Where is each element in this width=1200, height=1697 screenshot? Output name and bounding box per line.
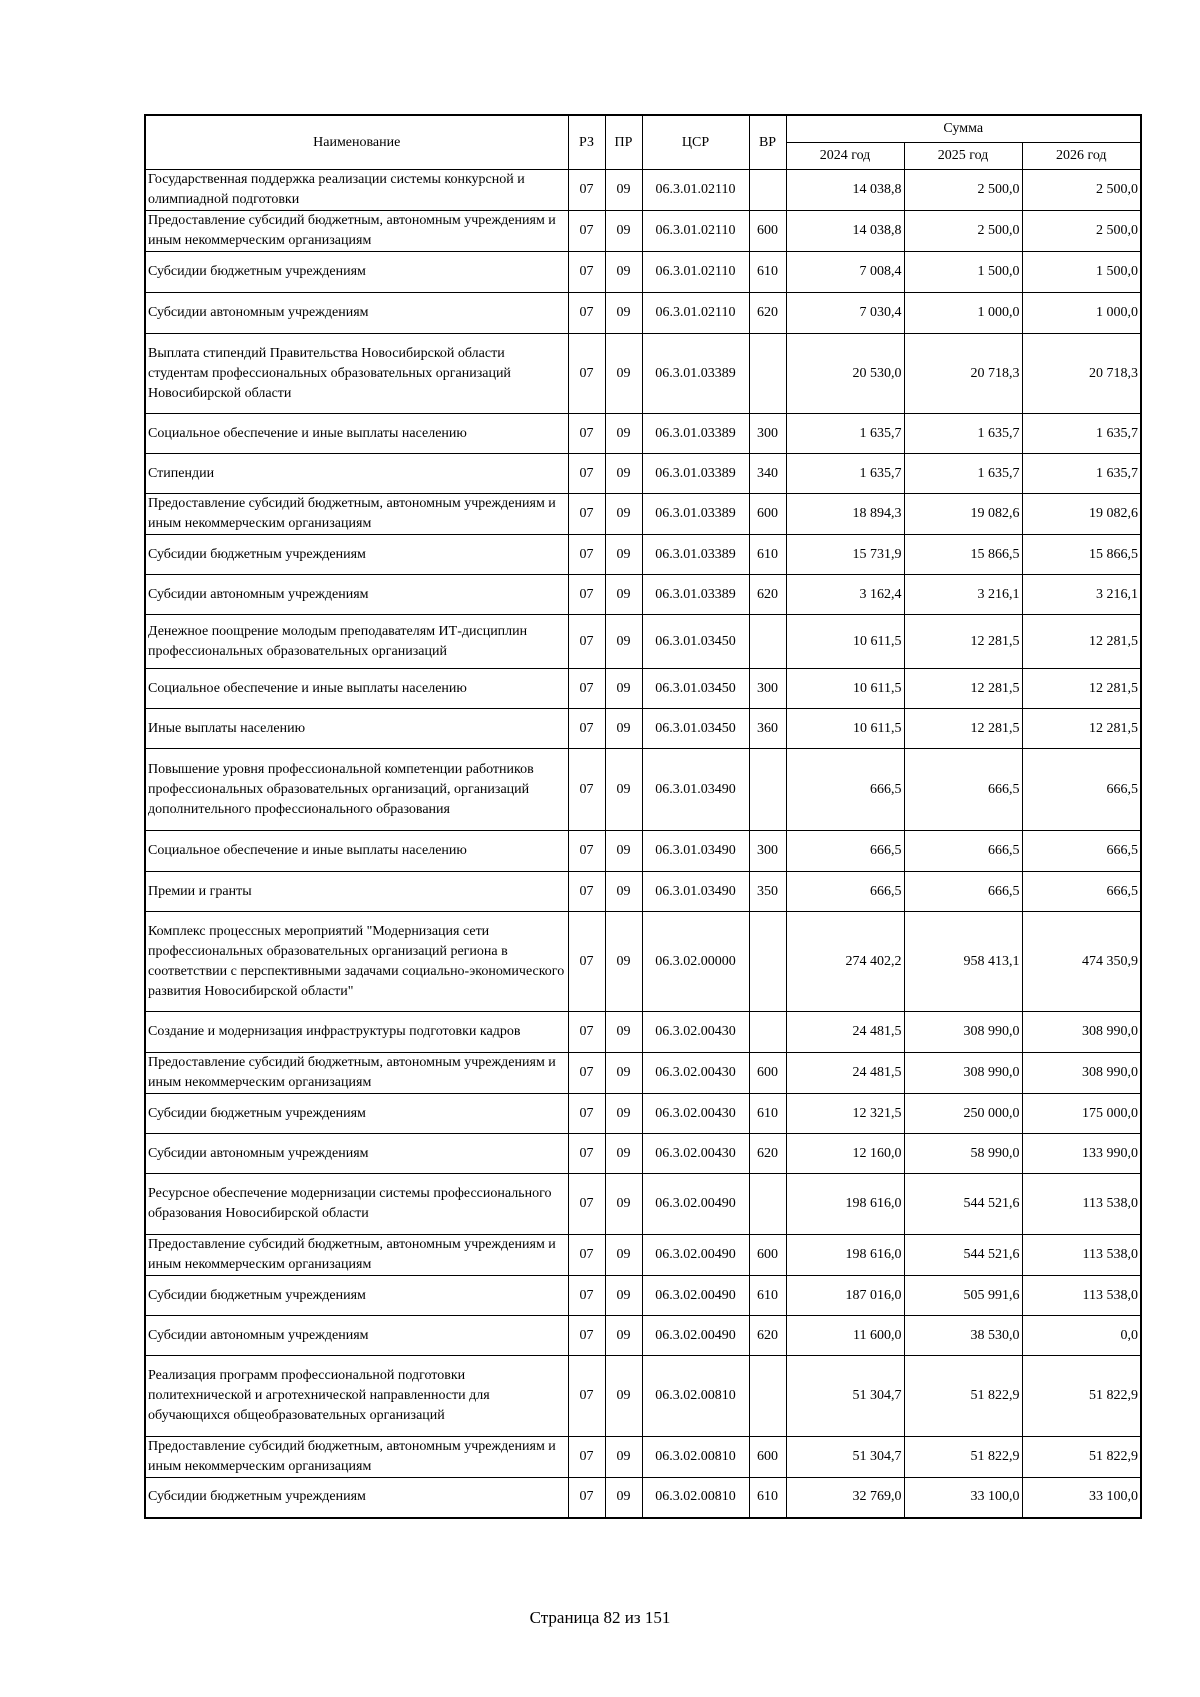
cell-csr: 06.3.01.03389 <box>642 535 749 575</box>
cell-csr: 06.3.02.00430 <box>642 1134 749 1174</box>
cell-2026: 133 990,0 <box>1022 1134 1141 1174</box>
cell-rz: 07 <box>568 1012 605 1053</box>
cell-name: Социальное обеспечение и иные выплаты населению <box>145 414 568 454</box>
cell-2024: 12 321,5 <box>786 1094 904 1134</box>
cell-2024: 3 162,4 <box>786 575 904 615</box>
cell-2025: 666,5 <box>904 749 1022 831</box>
cell-name: Социальное обеспечение и иные выплаты населению <box>145 669 568 709</box>
table-row <box>145 334 1141 414</box>
cell-2024: 666,5 <box>786 872 904 912</box>
cell-pr: 09 <box>605 454 642 494</box>
cell-pr: 09 <box>605 912 642 1012</box>
cell-csr: 06.3.01.03389 <box>642 414 749 454</box>
cell-vr: 300 <box>749 414 786 454</box>
cell-vr: 610 <box>749 1094 786 1134</box>
cell-vr: 350 <box>749 872 786 912</box>
cell-2024: 14 038,8 <box>786 211 904 252</box>
cell-2024: 15 731,9 <box>786 535 904 575</box>
cell-name: Предоставление субсидий бюджетным, автономным учреждениям и иным некоммерческим организациям <box>145 1053 568 1094</box>
cell-pr: 09 <box>605 170 642 211</box>
cell-name: Денежное поощрение молодым преподавателям ИТ-дисциплин профессиональных образовательных организаций <box>145 615 568 669</box>
cell-pr: 09 <box>605 1356 642 1437</box>
table-row <box>145 211 1141 252</box>
header-name: Наименование <box>145 115 568 170</box>
header-rz: РЗ <box>568 115 605 170</box>
cell-2025: 12 281,5 <box>904 669 1022 709</box>
cell-2025: 1 635,7 <box>904 454 1022 494</box>
cell-2026: 2 500,0 <box>1022 211 1141 252</box>
cell-2025: 15 866,5 <box>904 535 1022 575</box>
cell-pr: 09 <box>605 252 642 293</box>
cell-name: Субсидии автономным учреждениям <box>145 1134 568 1174</box>
cell-2025: 38 530,0 <box>904 1316 1022 1356</box>
cell-vr <box>749 1356 786 1437</box>
cell-csr: 06.3.01.03490 <box>642 831 749 872</box>
cell-name: Субсидии бюджетным учреждениям <box>145 1094 568 1134</box>
cell-2024: 20 530,0 <box>786 334 904 414</box>
cell-2024: 32 769,0 <box>786 1478 904 1518</box>
cell-2026: 2 500,0 <box>1022 170 1141 211</box>
cell-name: Предоставление субсидий бюджетным, автономным учреждениям и иным некоммерческим организациям <box>145 211 568 252</box>
cell-vr <box>749 615 786 669</box>
cell-2026: 19 082,6 <box>1022 494 1141 535</box>
table-row <box>145 1174 1141 1235</box>
cell-csr: 06.3.02.00490 <box>642 1316 749 1356</box>
table-row <box>145 831 1141 872</box>
cell-rz: 07 <box>568 1437 605 1478</box>
cell-rz: 07 <box>568 293 605 334</box>
cell-csr: 06.3.02.00430 <box>642 1012 749 1053</box>
cell-rz: 07 <box>568 535 605 575</box>
cell-2025: 19 082,6 <box>904 494 1022 535</box>
cell-pr: 09 <box>605 1094 642 1134</box>
cell-vr: 600 <box>749 211 786 252</box>
cell-2025: 1 635,7 <box>904 414 1022 454</box>
cell-name: Субсидии автономным учреждениям <box>145 575 568 615</box>
cell-pr: 09 <box>605 334 642 414</box>
cell-name: Комплекс процессных мероприятий "Модернизация сети профессиональных образовательных организаций региона в соответствии с перспективными задачами социально-экономического развития Новосибирской области" <box>145 912 568 1012</box>
cell-2026: 113 538,0 <box>1022 1174 1141 1235</box>
cell-vr <box>749 334 786 414</box>
cell-name: Повышение уровня профессиональной компетенции работников профессиональных образовательных организаций, организаций дополнительного профессионального образования <box>145 749 568 831</box>
cell-name: Предоставление субсидий бюджетным, автономным учреждениям и иным некоммерческим организациям <box>145 1235 568 1276</box>
header-sum: Сумма <box>786 115 1141 143</box>
cell-csr: 06.3.01.03490 <box>642 872 749 912</box>
header-year-2026: 2026 год <box>1022 143 1141 170</box>
table-row <box>145 1356 1141 1437</box>
cell-2026: 20 718,3 <box>1022 334 1141 414</box>
cell-2025: 12 281,5 <box>904 709 1022 749</box>
cell-pr: 09 <box>605 1276 642 1316</box>
cell-rz: 07 <box>568 334 605 414</box>
cell-vr <box>749 912 786 1012</box>
cell-pr: 09 <box>605 1316 642 1356</box>
cell-2024: 1 635,7 <box>786 454 904 494</box>
cell-2025: 308 990,0 <box>904 1053 1022 1094</box>
cell-2025: 958 413,1 <box>904 912 1022 1012</box>
table-row <box>145 575 1141 615</box>
cell-pr: 09 <box>605 1053 642 1094</box>
cell-2025: 58 990,0 <box>904 1134 1022 1174</box>
cell-vr <box>749 170 786 211</box>
cell-name: Субсидии бюджетным учреждениям <box>145 1478 568 1518</box>
table-row <box>145 709 1141 749</box>
cell-2024: 51 304,7 <box>786 1437 904 1478</box>
table-row <box>145 1053 1141 1094</box>
cell-2024: 666,5 <box>786 749 904 831</box>
cell-rz: 07 <box>568 1356 605 1437</box>
cell-2024: 274 402,2 <box>786 912 904 1012</box>
cell-name: Социальное обеспечение и иные выплаты населению <box>145 831 568 872</box>
cell-rz: 07 <box>568 709 605 749</box>
cell-pr: 09 <box>605 535 642 575</box>
cell-pr: 09 <box>605 615 642 669</box>
cell-pr: 09 <box>605 1437 642 1478</box>
cell-2024: 7 008,4 <box>786 252 904 293</box>
cell-pr: 09 <box>605 709 642 749</box>
cell-pr: 09 <box>605 1235 642 1276</box>
table-row <box>145 293 1141 334</box>
cell-csr: 06.3.01.03450 <box>642 615 749 669</box>
cell-rz: 07 <box>568 1235 605 1276</box>
cell-2024: 18 894,3 <box>786 494 904 535</box>
table-row <box>145 615 1141 669</box>
cell-rz: 07 <box>568 831 605 872</box>
cell-pr: 09 <box>605 1012 642 1053</box>
cell-2025: 2 500,0 <box>904 211 1022 252</box>
header-csr: ЦСР <box>642 115 749 170</box>
cell-rz: 07 <box>568 615 605 669</box>
table-row <box>145 1276 1141 1316</box>
cell-name: Создание и модернизация инфраструктуры подготовки кадров <box>145 1012 568 1053</box>
cell-2026: 1 635,7 <box>1022 414 1141 454</box>
cell-pr: 09 <box>605 494 642 535</box>
cell-2025: 51 822,9 <box>904 1356 1022 1437</box>
cell-csr: 06.3.01.03490 <box>642 749 749 831</box>
cell-csr: 06.3.01.03389 <box>642 575 749 615</box>
table-row <box>145 494 1141 535</box>
cell-2026: 33 100,0 <box>1022 1478 1141 1518</box>
cell-2026: 1 500,0 <box>1022 252 1141 293</box>
cell-vr <box>749 1012 786 1053</box>
cell-2025: 2 500,0 <box>904 170 1022 211</box>
cell-rz: 07 <box>568 1316 605 1356</box>
cell-vr: 600 <box>749 1235 786 1276</box>
cell-csr: 06.3.01.03389 <box>642 334 749 414</box>
cell-2026: 1 000,0 <box>1022 293 1141 334</box>
table-body <box>145 170 1141 1518</box>
cell-2024: 1 635,7 <box>786 414 904 454</box>
cell-csr: 06.3.02.00490 <box>642 1174 749 1235</box>
table-row <box>145 1012 1141 1053</box>
cell-2026: 0,0 <box>1022 1316 1141 1356</box>
cell-csr: 06.3.02.00490 <box>642 1276 749 1316</box>
cell-rz: 07 <box>568 1478 605 1518</box>
page-number: Страница 82 из 151 <box>529 1608 671 1627</box>
table-row <box>145 252 1141 293</box>
cell-2026: 113 538,0 <box>1022 1235 1141 1276</box>
cell-rz: 07 <box>568 170 605 211</box>
cell-name: Реализация программ профессиональной подготовки политехнической и агротехнической направленности для обучающихся общеобразовательных организаций <box>145 1356 568 1437</box>
cell-2025: 250 000,0 <box>904 1094 1022 1134</box>
cell-2025: 544 521,6 <box>904 1174 1022 1235</box>
cell-vr: 300 <box>749 831 786 872</box>
cell-2025: 1 500,0 <box>904 252 1022 293</box>
cell-2025: 1 000,0 <box>904 293 1022 334</box>
cell-vr: 610 <box>749 1478 786 1518</box>
cell-rz: 07 <box>568 1094 605 1134</box>
table-row <box>145 1134 1141 1174</box>
cell-csr: 06.3.01.02110 <box>642 252 749 293</box>
table-row <box>145 454 1141 494</box>
cell-pr: 09 <box>605 414 642 454</box>
cell-rz: 07 <box>568 1276 605 1316</box>
cell-rz: 07 <box>568 414 605 454</box>
cell-name: Субсидии бюджетным учреждениям <box>145 252 568 293</box>
cell-vr: 620 <box>749 293 786 334</box>
cell-csr: 06.3.02.00490 <box>642 1235 749 1276</box>
cell-vr: 300 <box>749 669 786 709</box>
cell-name: Субсидии автономным учреждениям <box>145 1316 568 1356</box>
cell-2026: 666,5 <box>1022 872 1141 912</box>
cell-csr: 06.3.01.03389 <box>642 494 749 535</box>
cell-vr: 610 <box>749 252 786 293</box>
table-row <box>145 1437 1141 1478</box>
cell-2024: 10 611,5 <box>786 709 904 749</box>
cell-csr: 06.3.02.00810 <box>642 1356 749 1437</box>
cell-2026: 308 990,0 <box>1022 1053 1141 1094</box>
header-year-2025: 2025 год <box>904 143 1022 170</box>
cell-2024: 24 481,5 <box>786 1053 904 1094</box>
cell-csr: 06.3.02.00000 <box>642 912 749 1012</box>
cell-2026: 666,5 <box>1022 749 1141 831</box>
cell-csr: 06.3.01.03450 <box>642 669 749 709</box>
table-header <box>145 115 1141 170</box>
cell-2024: 187 016,0 <box>786 1276 904 1316</box>
table-row <box>145 1478 1141 1518</box>
cell-rz: 07 <box>568 1053 605 1094</box>
cell-name: Государственная поддержка реализации системы конкурсной и олимпиадной подготовки <box>145 170 568 211</box>
cell-2025: 308 990,0 <box>904 1012 1022 1053</box>
cell-2026: 308 990,0 <box>1022 1012 1141 1053</box>
cell-vr: 620 <box>749 575 786 615</box>
cell-csr: 06.3.02.00810 <box>642 1437 749 1478</box>
cell-vr: 610 <box>749 1276 786 1316</box>
cell-2025: 20 718,3 <box>904 334 1022 414</box>
cell-2024: 7 030,4 <box>786 293 904 334</box>
cell-pr: 09 <box>605 1174 642 1235</box>
cell-csr: 06.3.02.00430 <box>642 1053 749 1094</box>
cell-2025: 12 281,5 <box>904 615 1022 669</box>
cell-2025: 51 822,9 <box>904 1437 1022 1478</box>
cell-2025: 33 100,0 <box>904 1478 1022 1518</box>
cell-csr: 06.3.01.03450 <box>642 709 749 749</box>
cell-pr: 09 <box>605 669 642 709</box>
cell-rz: 07 <box>568 1134 605 1174</box>
header-pr: ПР <box>605 115 642 170</box>
cell-2026: 51 822,9 <box>1022 1356 1141 1437</box>
cell-name: Премии и гранты <box>145 872 568 912</box>
cell-name: Предоставление субсидий бюджетным, автономным учреждениям и иным некоммерческим организациям <box>145 1437 568 1478</box>
cell-csr: 06.3.02.00430 <box>642 1094 749 1134</box>
table-row <box>145 1094 1141 1134</box>
cell-2026: 51 822,9 <box>1022 1437 1141 1478</box>
cell-2026: 175 000,0 <box>1022 1094 1141 1134</box>
header-year-2024: 2024 год <box>786 143 904 170</box>
cell-vr: 600 <box>749 1437 786 1478</box>
cell-2024: 11 600,0 <box>786 1316 904 1356</box>
cell-2026: 666,5 <box>1022 831 1141 872</box>
cell-2024: 24 481,5 <box>786 1012 904 1053</box>
cell-vr <box>749 1174 786 1235</box>
cell-2026: 113 538,0 <box>1022 1276 1141 1316</box>
cell-csr: 06.3.01.02110 <box>642 293 749 334</box>
cell-2024: 666,5 <box>786 831 904 872</box>
cell-2024: 10 611,5 <box>786 615 904 669</box>
cell-2024: 10 611,5 <box>786 669 904 709</box>
cell-2025: 3 216,1 <box>904 575 1022 615</box>
cell-name: Иные выплаты населению <box>145 709 568 749</box>
cell-rz: 07 <box>568 1174 605 1235</box>
cell-pr: 09 <box>605 293 642 334</box>
cell-2024: 12 160,0 <box>786 1134 904 1174</box>
budget-table <box>144 114 1142 1519</box>
cell-name: Стипендии <box>145 454 568 494</box>
table-row <box>145 1316 1141 1356</box>
cell-rz: 07 <box>568 912 605 1012</box>
cell-2025: 666,5 <box>904 872 1022 912</box>
cell-name: Субсидии автономным учреждениям <box>145 293 568 334</box>
cell-name: Предоставление субсидий бюджетным, автономным учреждениям и иным некоммерческим организациям <box>145 494 568 535</box>
cell-2026: 3 216,1 <box>1022 575 1141 615</box>
cell-vr: 610 <box>749 535 786 575</box>
table-row <box>145 535 1141 575</box>
cell-vr: 340 <box>749 454 786 494</box>
cell-2025: 666,5 <box>904 831 1022 872</box>
cell-vr <box>749 749 786 831</box>
cell-name: Субсидии бюджетным учреждениям <box>145 1276 568 1316</box>
cell-2026: 474 350,9 <box>1022 912 1141 1012</box>
cell-2025: 544 521,6 <box>904 1235 1022 1276</box>
cell-2026: 15 866,5 <box>1022 535 1141 575</box>
header-vr: ВР <box>749 115 786 170</box>
cell-csr: 06.3.01.02110 <box>642 170 749 211</box>
cell-2024: 14 038,8 <box>786 170 904 211</box>
cell-pr: 09 <box>605 211 642 252</box>
cell-2026: 12 281,5 <box>1022 709 1141 749</box>
cell-vr: 360 <box>749 709 786 749</box>
cell-2024: 51 304,7 <box>786 1356 904 1437</box>
cell-rz: 07 <box>568 252 605 293</box>
cell-pr: 09 <box>605 749 642 831</box>
cell-pr: 09 <box>605 831 642 872</box>
cell-2024: 198 616,0 <box>786 1235 904 1276</box>
cell-2026: 12 281,5 <box>1022 669 1141 709</box>
cell-rz: 07 <box>568 211 605 252</box>
cell-2026: 1 635,7 <box>1022 454 1141 494</box>
cell-vr: 600 <box>749 1053 786 1094</box>
cell-name: Ресурсное обеспечение модернизации системы профессионального образования Новосибирской области <box>145 1174 568 1235</box>
cell-rz: 07 <box>568 872 605 912</box>
cell-csr: 06.3.01.03389 <box>642 454 749 494</box>
table-row <box>145 1235 1141 1276</box>
cell-vr: 600 <box>749 494 786 535</box>
cell-vr: 620 <box>749 1134 786 1174</box>
cell-rz: 07 <box>568 669 605 709</box>
cell-pr: 09 <box>605 1478 642 1518</box>
table-row <box>145 414 1141 454</box>
cell-pr: 09 <box>605 575 642 615</box>
table-row <box>145 749 1141 831</box>
table-row <box>145 912 1141 1012</box>
cell-vr: 620 <box>749 1316 786 1356</box>
cell-pr: 09 <box>605 1134 642 1174</box>
cell-name: Выплата стипендий Правительства Новосибирской области студентам профессиональных образовательных организаций Новосибирской области <box>145 334 568 414</box>
cell-rz: 07 <box>568 575 605 615</box>
cell-rz: 07 <box>568 454 605 494</box>
cell-rz: 07 <box>568 749 605 831</box>
table-row <box>145 872 1141 912</box>
cell-2024: 198 616,0 <box>786 1174 904 1235</box>
cell-pr: 09 <box>605 872 642 912</box>
cell-2025: 505 991,6 <box>904 1276 1022 1316</box>
cell-rz: 07 <box>568 494 605 535</box>
table-row <box>145 669 1141 709</box>
cell-csr: 06.3.01.02110 <box>642 211 749 252</box>
cell-2026: 12 281,5 <box>1022 615 1141 669</box>
cell-name: Субсидии бюджетным учреждениям <box>145 535 568 575</box>
cell-csr: 06.3.02.00810 <box>642 1478 749 1518</box>
table-row <box>145 170 1141 211</box>
